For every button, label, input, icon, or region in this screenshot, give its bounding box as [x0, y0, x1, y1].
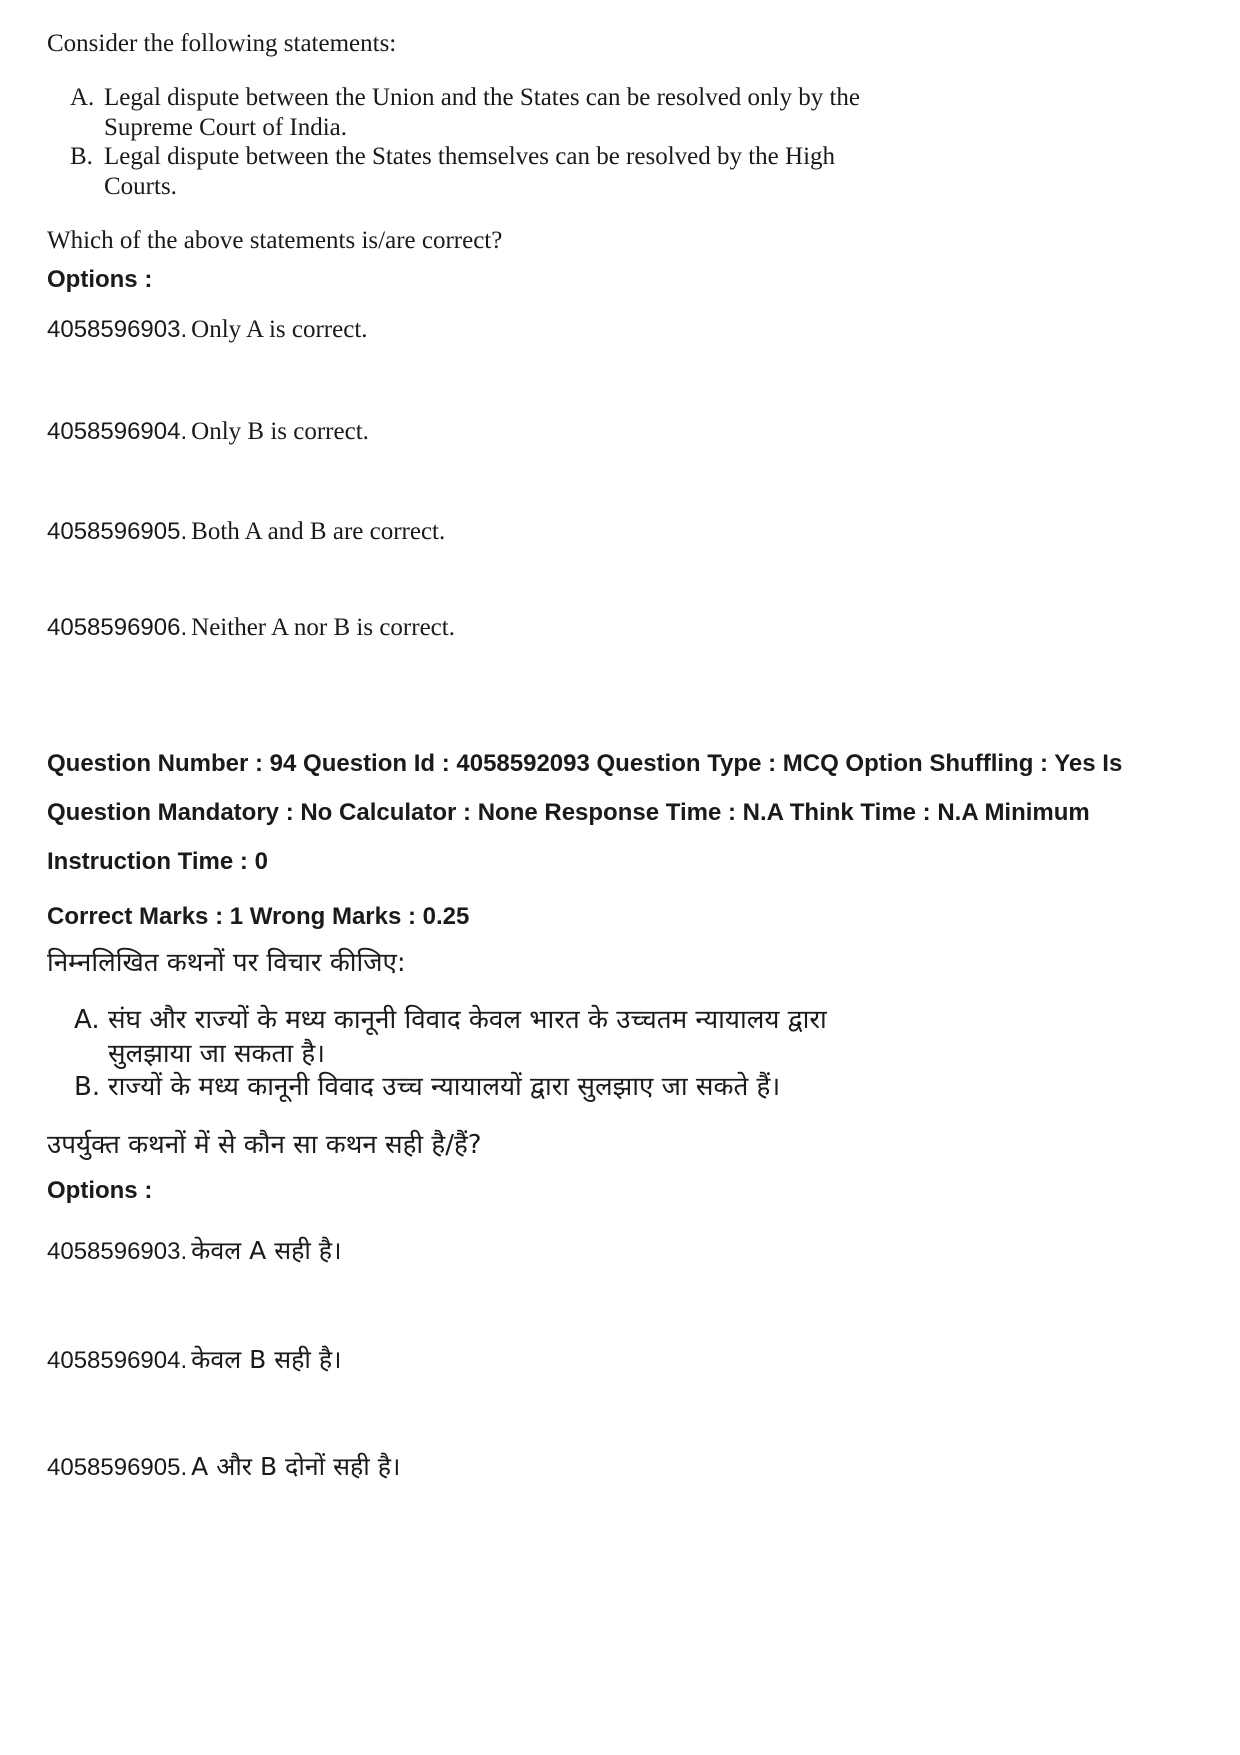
statement-a-en — [70, 84, 860, 112]
option-text: Only A is correct. — [191, 316, 368, 343]
statement-letter: A. — [74, 1005, 100, 1035]
statement-letter: B. — [74, 1072, 101, 1102]
option-row — [47, 1449, 400, 1483]
option-row — [47, 614, 455, 642]
statement-line: संघ और राज्यों के मध्य कानूनी विवाद केवल भारत के उच्चतम न्यायालय द्वारा — [108, 1005, 827, 1035]
statement-line: राज्यों के मध्य कानूनी विवाद उच्च न्यायालयों द्वारा सुलझाए जा सकते हैं। — [108, 1072, 781, 1102]
statement-line: Legal dispute between the States themselves can be resolved by the High — [104, 143, 836, 170]
option-text: केवल A सही है। — [191, 1236, 342, 1265]
statement-b-en — [70, 143, 835, 171]
option-row — [47, 1233, 342, 1267]
statement-letter: B. — [70, 143, 93, 170]
question-marks: Correct Marks : 1 Wrong Marks : 0.25 — [47, 903, 470, 930]
statement-a-en-continuation: Supreme Court of India. — [104, 114, 348, 141]
question-paper-page — [47, 0, 1207, 1755]
option-id: 4058596904. — [47, 1347, 188, 1374]
question-prompt-en: Which of the above statements is/are correct? — [47, 227, 503, 254]
option-row — [47, 1342, 342, 1376]
option-id: 4058596903. — [47, 1238, 188, 1265]
option-text: केवल B सही है। — [191, 1345, 342, 1374]
options-label-hi: Options : — [47, 1177, 153, 1204]
option-id: 4058596905. — [47, 518, 188, 545]
question-meta-line-2: Question Mandatory : No Calculator : None Response Time : N.A Think Time : N.A Minimum — [47, 799, 1090, 826]
statement-b-en-continuation: Courts. — [104, 173, 177, 200]
statement-letter: A. — [70, 84, 95, 111]
statement-a-hi — [74, 1000, 827, 1036]
option-id: 4058596905. — [47, 1454, 188, 1481]
option-text: Both A and B are correct. — [191, 518, 446, 545]
question-intro-en: Consider the following statements: — [47, 30, 397, 57]
option-text: A और B दोनों सही है। — [191, 1452, 401, 1481]
option-row — [47, 418, 369, 446]
statement-b-hi — [74, 1067, 780, 1103]
question-meta-line-3: Instruction Time : 0 — [47, 848, 268, 875]
question-prompt-hi: उपर्युक्त कथनों में से कौन सा कथन सही है/हैं? — [47, 1130, 482, 1160]
option-id: 4058596903. — [47, 316, 188, 343]
option-text: Neither A nor B is correct. — [191, 614, 455, 641]
statement-line: Legal dispute between the Union and the States can be resolved only by the — [104, 84, 861, 111]
option-row — [47, 518, 445, 546]
options-label-en: Options : — [47, 266, 153, 293]
option-id: 4058596906. — [47, 614, 188, 641]
option-row — [47, 316, 368, 344]
question-meta-line-1: Question Number : 94 Question Id : 4058592093 Question Type : MCQ Option Shuffling : Yes Is — [47, 750, 1123, 777]
option-text: Only B is correct. — [191, 418, 369, 445]
question-intro-hi: निम्नलिखित कथनों पर विचार कीजिए: — [47, 948, 406, 978]
option-id: 4058596904. — [47, 418, 188, 445]
statement-a-hi-continuation: सुलझाया जा सकता है। — [108, 1039, 325, 1069]
